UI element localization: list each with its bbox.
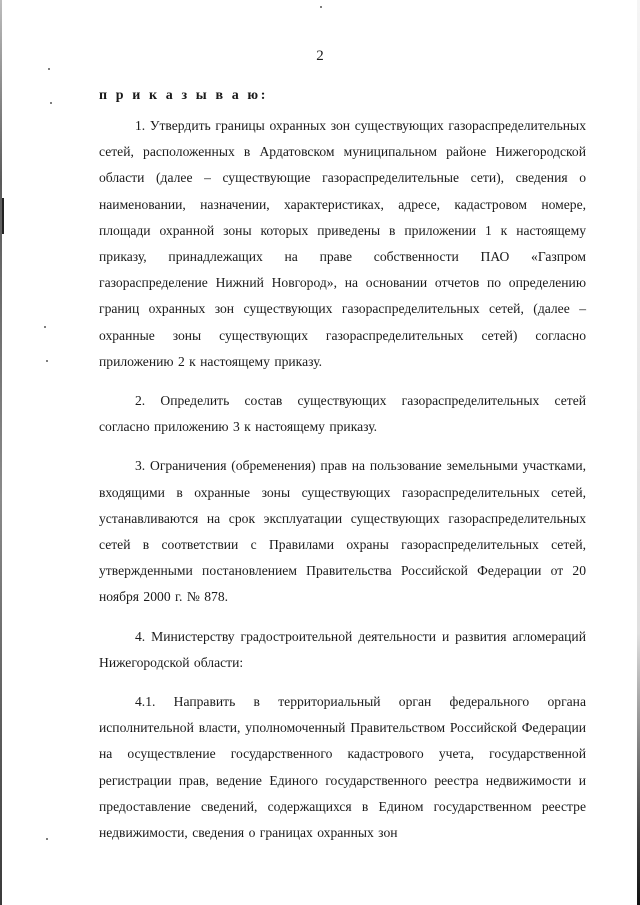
- scan-speck: [50, 102, 52, 104]
- document-body: [99, 113, 586, 859]
- scan-speck: [320, 6, 322, 8]
- paragraph-4-1: 4.1. Направить в территориальный орган федерального органа исполнительной власти, уполномоченный Правительством Российской Федерации на осуществление государственного кадастрового учета, государственной регистрации прав, ведение Единого государственного реестра недвижимости и предоставление сведений, содержащихся в Едином государственном реестре недвижимости, сведения о границах охранных зон: [99, 694, 586, 841]
- page-number: 2: [316, 48, 324, 64]
- paragraph-1: 1. Утвердить границы охранных зон существующих газораспределительных сетей, расположенных в Ардатовском муниципальном районе Нижегородской области (далее – существующие газораспределительные сети), сведения о наименовании, назначении, характеристиках, адресе, кадастровом номере, площади охранной зоны которых приведены в приложении 1 к настоящему приказу, принадлежащих на праве собственности ПАО «Газпром газораспределение Нижний Новгород», на основании отчетов по определению границ охранных зон существующих газораспределительных сетей, (далее – охранные зоны существующих газораспределительных сетей) согласно приложению 2 к настоящему приказу.: [99, 118, 586, 369]
- scan-speck: [44, 326, 46, 328]
- paragraph-3: 3. Ограничения (обременения) прав на пользование земельными участками, входящими в охранные зоны существующих газораспределительных сетей, устанавливаются на срок эксплуатации существующих газораспределительных сетей в соответствии с Правилами охраны газораспределительных сетей, утвержденными постановлением Правительства Российской Федерации от 20 ноября 2000 г. № 878.: [99, 458, 586, 605]
- paragraph-2: 2. Определить состав существующих газораспределительных сетей согласно приложению 3 к настоящему приказу.: [99, 393, 586, 435]
- scan-speck: [46, 838, 48, 840]
- scan-left-edge: [0, 0, 2, 905]
- scan-edge-mark: [2, 198, 4, 234]
- scan-speck: [46, 360, 48, 362]
- paragraph-4: 4. Министерству градостроительной деятельности и развития агломераций Нижегородской области:: [99, 628, 586, 670]
- order-heading: п р и к а з ы в а ю:: [99, 88, 268, 103]
- scan-speck: [48, 68, 50, 70]
